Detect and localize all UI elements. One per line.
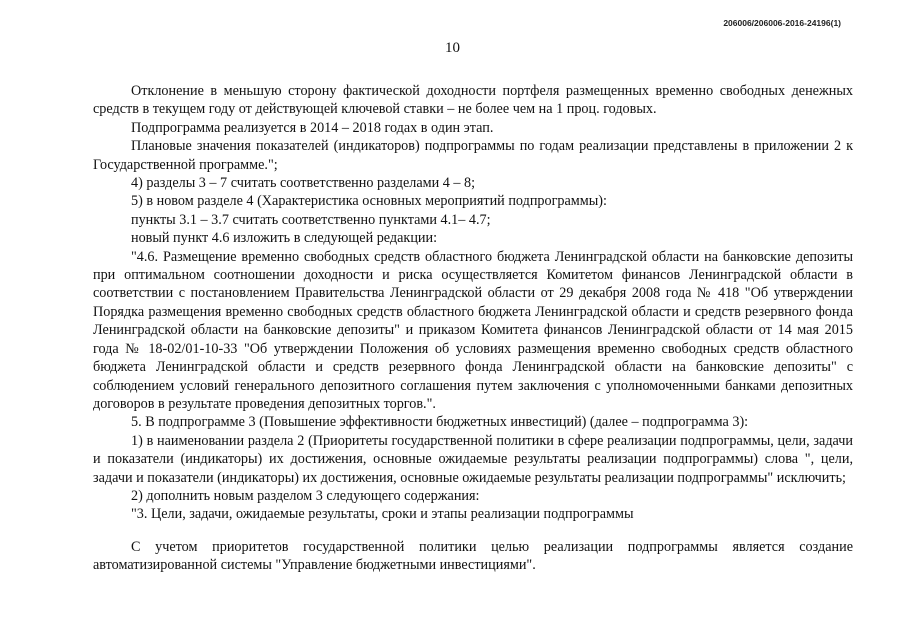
paragraph: "4.6. Размещение временно свободных средств областного бюджета Ленинградской области на банковские депозиты при оптимальном соотношении доходности и риска осуществляется Комитетом финансов Ленинградской области в соответствии с постановлением Правительства Ленинградской области от 29 декабря 2008 года № 418 "Об утверждении Порядка размещения временно свободных средств областного бюджета Ленинградской области и средств резервного фонда Ленинградской области на банковские депозиты" и приказом Комитета финансов Ленинградской области от 14 мая 2015 года № 18-02/01-10-33 "Об утверждении Положения об условиях размещения временно свободных средств областного бюджета Ленинградской области и средств резервного фонда Ленинградской области на банковские депозиты" с соблюдением условий генерального депозитного соглашения путем заключения с уполномоченными банками депозитных договоров в результате проведения депозитных торгов.".	[93, 248, 853, 412]
page-number: 10	[445, 40, 460, 56]
paragraph: 5. В подпрограмме 3 (Повышение эффективности бюджетных инвестиций) (далее – подпрограмма 3):	[131, 414, 749, 431]
paragraph: новый пункт 4.6 изложить в следующей редакции:	[131, 230, 438, 247]
document-body	[93, 82, 853, 575]
paragraph: 2) дополнить новым разделом 3 следующего содержания:	[131, 487, 480, 504]
paragraph: пункты 3.1 – 3.7 считать соответственно пунктами 4.1– 4.7;	[131, 211, 491, 228]
paragraph: С учетом приоритетов государственной политики целью реализации подпрограммы является создание автоматизированной системы "Управление бюджетными инвестициями".	[93, 538, 853, 574]
paragraph: 5) в новом разделе 4 (Характеристика основных мероприятий подпрограммы):	[131, 193, 607, 210]
paragraph: Подпрограмма реализуется в 2014 – 2018 годах в один этап.	[131, 119, 494, 136]
paragraph: 4) разделы 3 – 7 считать соответственно разделами 4 – 8;	[131, 175, 476, 192]
document-id: 206006/206006-2016-24196(1)	[723, 18, 841, 28]
paragraph: 1) в наименовании раздела 2 (Приоритеты государственной политики в сфере реализации подпрограммы, цели, задачи и показатели (индикаторы) их достижения, основные ожидаемые результаты реализации подпрограммы) слова ", цели, задачи и показатели (индикаторы) их достижения, основные ожидаемые результаты реализации подпрограммы" исключить;	[93, 432, 853, 486]
section-heading: "3. Цели, задачи, ожидаемые результаты, сроки и этапы реализации подпрограммы	[131, 506, 634, 523]
paragraph: Плановые значения показателей (индикаторов) подпрограммы по годам реализации представлены в приложении 2 к Государственной программе.";	[93, 138, 853, 173]
paragraph: Отклонение в меньшую сторону фактической доходности портфеля размещенных временно свободных денежных средств в текущем году от действующей ключевой ставки – не более чем на 1 проц. годовых.	[93, 83, 853, 118]
